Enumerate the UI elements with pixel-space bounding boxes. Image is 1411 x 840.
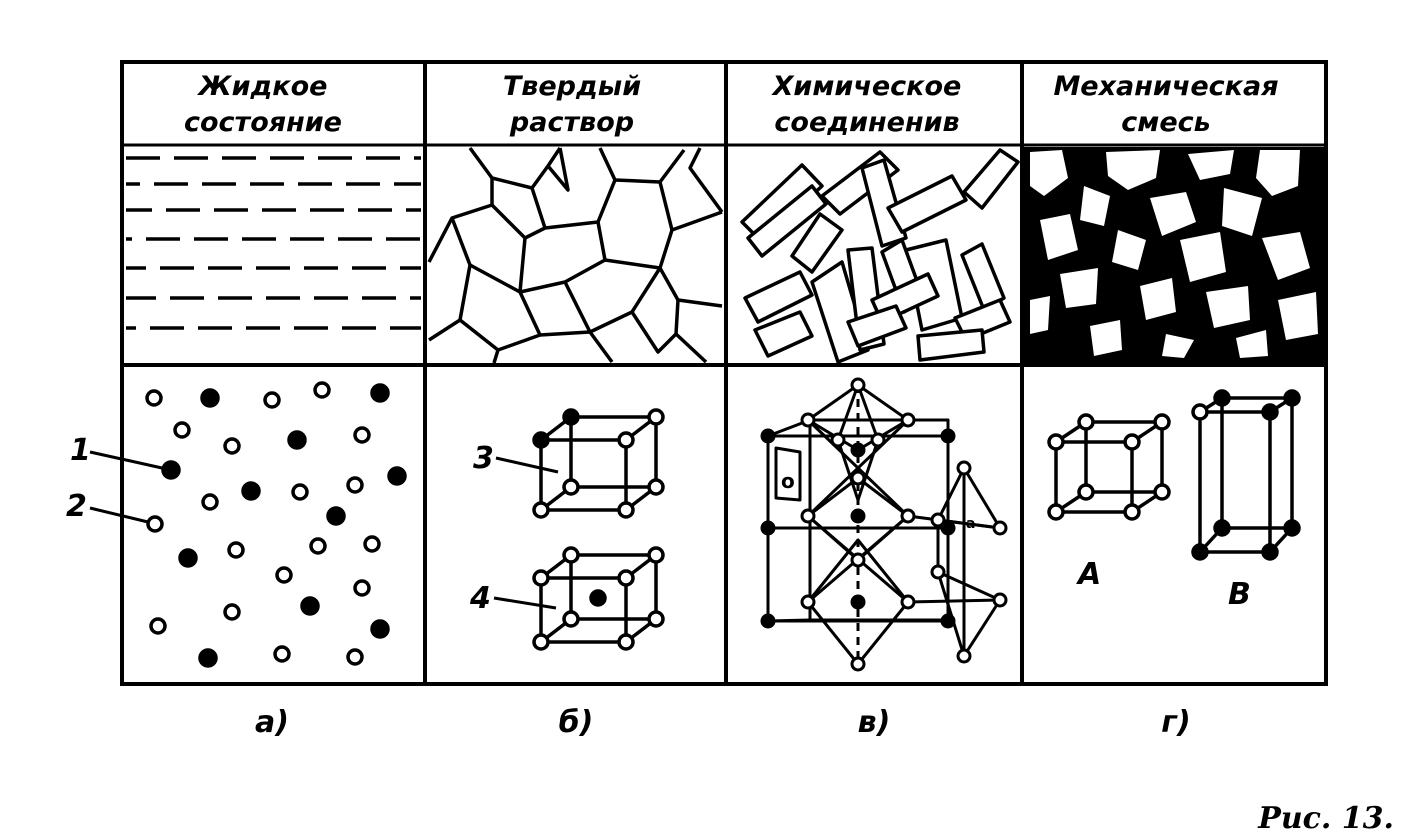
marker-2: 2 bbox=[66, 489, 87, 524]
small-label-o: o bbox=[781, 469, 795, 493]
solid-lattice-3 bbox=[534, 410, 663, 517]
liquid-atoms bbox=[147, 383, 405, 666]
solid-lattice-4 bbox=[534, 548, 663, 649]
headers bbox=[184, 71, 1279, 138]
mechanical-mixture-texture bbox=[1024, 147, 1324, 363]
mixture-lattice-a bbox=[1049, 415, 1169, 519]
header-liquid-line2: состояние bbox=[184, 107, 342, 138]
lattice-label-b: B bbox=[1228, 577, 1251, 612]
marker-1: 1 bbox=[70, 433, 91, 468]
header-chem-line1: Химическое bbox=[772, 71, 962, 102]
marker-3: 3 bbox=[473, 441, 494, 476]
caption-c: в) bbox=[857, 705, 891, 740]
marker-leaders-b bbox=[494, 458, 558, 608]
chemical-compound-crystals bbox=[742, 150, 1018, 362]
caption-b: б) bbox=[558, 705, 594, 740]
header-chem-line2: соединенив bbox=[774, 107, 960, 138]
header-mech-line2: смесь bbox=[1121, 107, 1211, 138]
header-mech-line1: Механическая bbox=[1053, 71, 1279, 102]
marker-leaders-a bbox=[90, 452, 162, 522]
caption-a: а) bbox=[255, 705, 289, 740]
lattice-label-a: A bbox=[1078, 557, 1102, 592]
small-label-a: a bbox=[966, 516, 976, 532]
mixture-lattice-b bbox=[1193, 391, 1299, 559]
header-liquid-line1: Жидкое bbox=[198, 71, 328, 102]
header-solid-line2: раствор bbox=[509, 107, 635, 138]
solid-solution-grains bbox=[429, 148, 722, 363]
marker-4: 4 bbox=[470, 581, 491, 616]
caption-d: г) bbox=[1161, 705, 1191, 740]
liquid-dashed-lines bbox=[126, 158, 421, 328]
figure-caption: Рис. 13. bbox=[1258, 801, 1394, 836]
header-solid-line1: Твердый bbox=[502, 71, 642, 102]
